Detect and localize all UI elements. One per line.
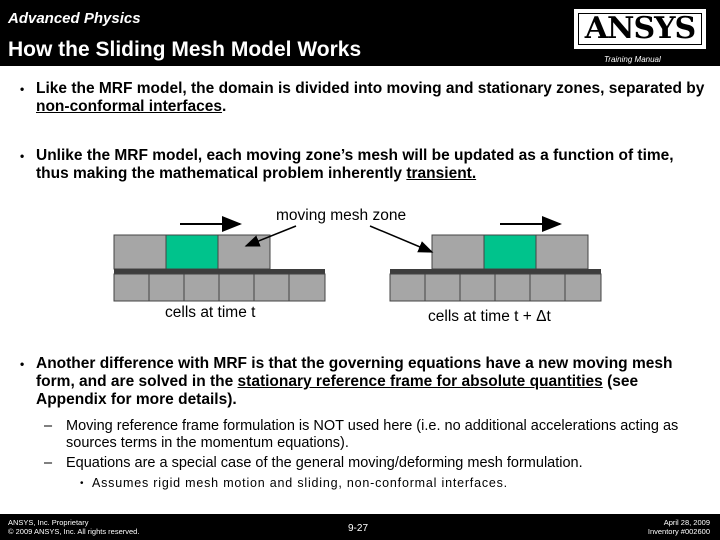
bullet-dot-icon: • [20,149,25,163]
left-moving-zone [114,235,270,269]
stationary-cell [219,274,254,301]
right-moving-zone [432,235,588,269]
sub-bullet-2 [44,455,704,472]
sub-sub-bullet-text: Assumes rigid mesh motion and sliding, non-conformal interfaces. [92,476,508,490]
stationary-cell [565,274,601,301]
bullet-2-text: Unlike the MRF model, each moving zone’s mesh will be updated as a function of time, thus making the mathematical problem inherently transient. [36,147,674,182]
bullet-1 [20,80,710,116]
moving-cell [536,235,588,269]
bullet-3 [20,355,710,409]
moving-mesh-zone-label: moving mesh zone [276,207,407,224]
dash-icon: – [44,418,53,434]
dash-icon: – [44,455,53,471]
stationary-cell [254,274,289,301]
sliding-mesh-diagram [0,200,720,330]
pointer-arrow-right [370,226,432,252]
header-bar [0,0,720,66]
course-title: Advanced Physics [8,10,141,27]
moving-cell [114,235,166,269]
footer-bar [0,514,720,540]
moving-cell-highlighted [166,235,218,269]
stationary-cell [425,274,460,301]
stationary-cell [289,274,325,301]
cells-time-t-dt-label: cells at time t + Δt [428,308,551,325]
bullet-3-text: Another difference with MRF is that the governing equations have a new moving mesh form, and are solved in the stationary reference frame for absolute quantities (see Appendix for more details). [36,355,673,408]
right-stationary-zone [390,274,601,301]
underlined-term: transient. [406,165,477,182]
footer-date-inventory: April 28, 2009 Inventory #002600 [647,518,710,536]
bullet-dot-icon: • [80,478,85,489]
stationary-cell [114,274,149,301]
stationary-cell [530,274,565,301]
bullet-dot-icon: • [20,82,25,96]
sub-bullet-1 [44,418,704,452]
left-interface-line [114,269,325,274]
sub-bullet-1-text: Moving reference frame formulation is NOT used here (i.e. no additional accelerations acting as sources terms in the momentum equations). [66,418,679,451]
stationary-cell [495,274,530,301]
underlined-term: non-conformal interfaces [36,98,223,115]
footer-copyright: ANSYS, Inc. Proprietary © 2009 ANSYS, Inc. All rights reserved. [8,518,140,536]
stationary-cell [184,274,219,301]
stationary-cell [390,274,425,301]
slide-title: How the Sliding Mesh Model Works [8,38,362,61]
page-number: 9-27 [348,523,369,534]
stationary-cell [460,274,495,301]
bullet-1-text: Like the MRF model, the domain is divided into moving and stationary zones, separated by non-conformal interfaces. [36,80,705,115]
cells-time-t-label: cells at time t [165,304,256,321]
ansys-logo [574,9,706,49]
bullet-dot-icon: • [20,357,25,371]
underlined-term: stationary reference frame for absolute quantities [237,373,603,390]
left-stationary-zone [114,274,325,301]
training-manual-label: Training Manual [604,55,661,64]
moving-cell [432,235,484,269]
sub-bullet-2-text: Equations are a special case of the general moving/deforming mesh formulation. [66,455,583,471]
sub-sub-bullet [80,476,700,491]
right-interface-line [390,269,601,274]
moving-cell-highlighted [484,235,536,269]
stationary-cell [149,274,184,301]
ansys-logo-text: ANSYS [578,13,702,45]
bullet-2 [20,147,710,183]
